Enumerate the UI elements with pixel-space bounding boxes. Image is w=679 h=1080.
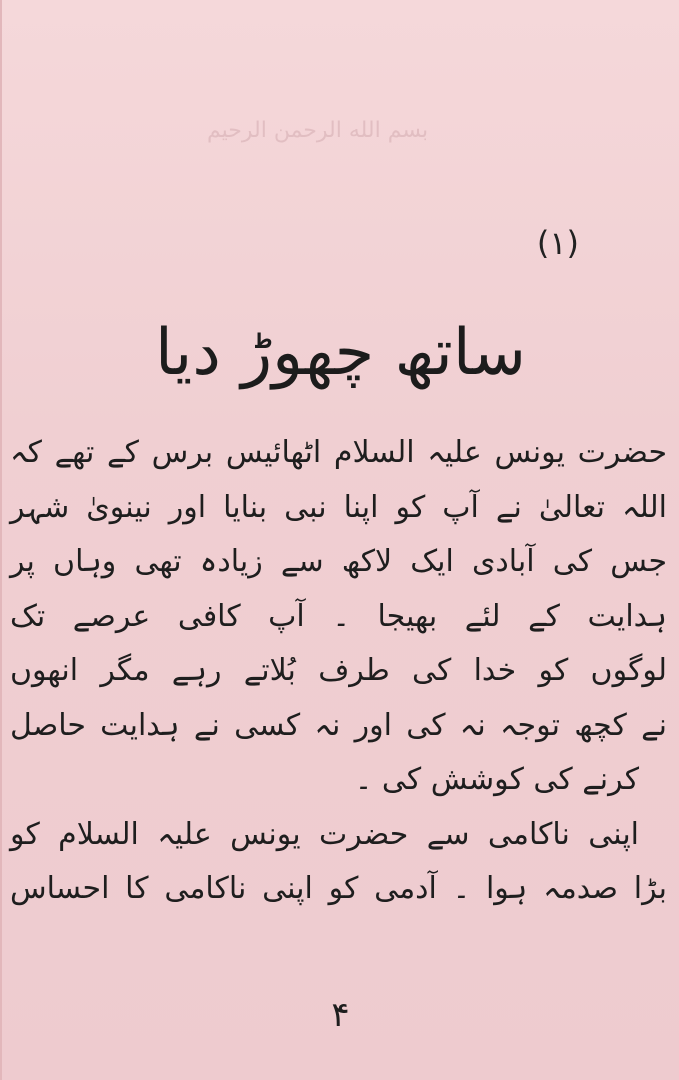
- text-line: اللہ تعالیٰ نے آپ کو اپنا نبی بنایا اور نینویٰ شہر: [10, 489, 667, 525]
- bleed-through-text: بسم الله الرحمن الرحیم: [207, 118, 429, 143]
- page-number: ۴: [331, 995, 350, 1035]
- text-line: ہدایت کے لئے بھیجا ۔ آپ کافی عرصے تک: [10, 598, 667, 634]
- text-line: نے کچھ توجہ نہ کی اور نہ کسی نے ہدایت حاصل: [10, 707, 667, 743]
- text-line: حضرت یونس علیہ السلام اٹھائیس برس کے تھے کہ: [10, 435, 667, 470]
- text-line: کرنے کی کوشش کی ۔: [354, 762, 639, 797]
- body-text: [10, 426, 667, 917]
- chapter-number: (۱): [536, 224, 579, 262]
- text-line: جس کی آبادی ایک لاکھ سے زیادہ تھی وہاں پر: [10, 544, 667, 579]
- text-line: بڑا صدمہ ہوا ۔ آدمی کو اپنی ناکامی کا احساس: [10, 871, 667, 906]
- text-line: لوگوں کو خدا کی طرف بُلاتے رہے مگر انھوں: [10, 653, 667, 688]
- chapter-title: ساتھ چھوڑ دیا: [155, 316, 526, 390]
- text-line: اپنی ناکامی سے حضرت یونس علیہ السلام کو: [10, 816, 639, 852]
